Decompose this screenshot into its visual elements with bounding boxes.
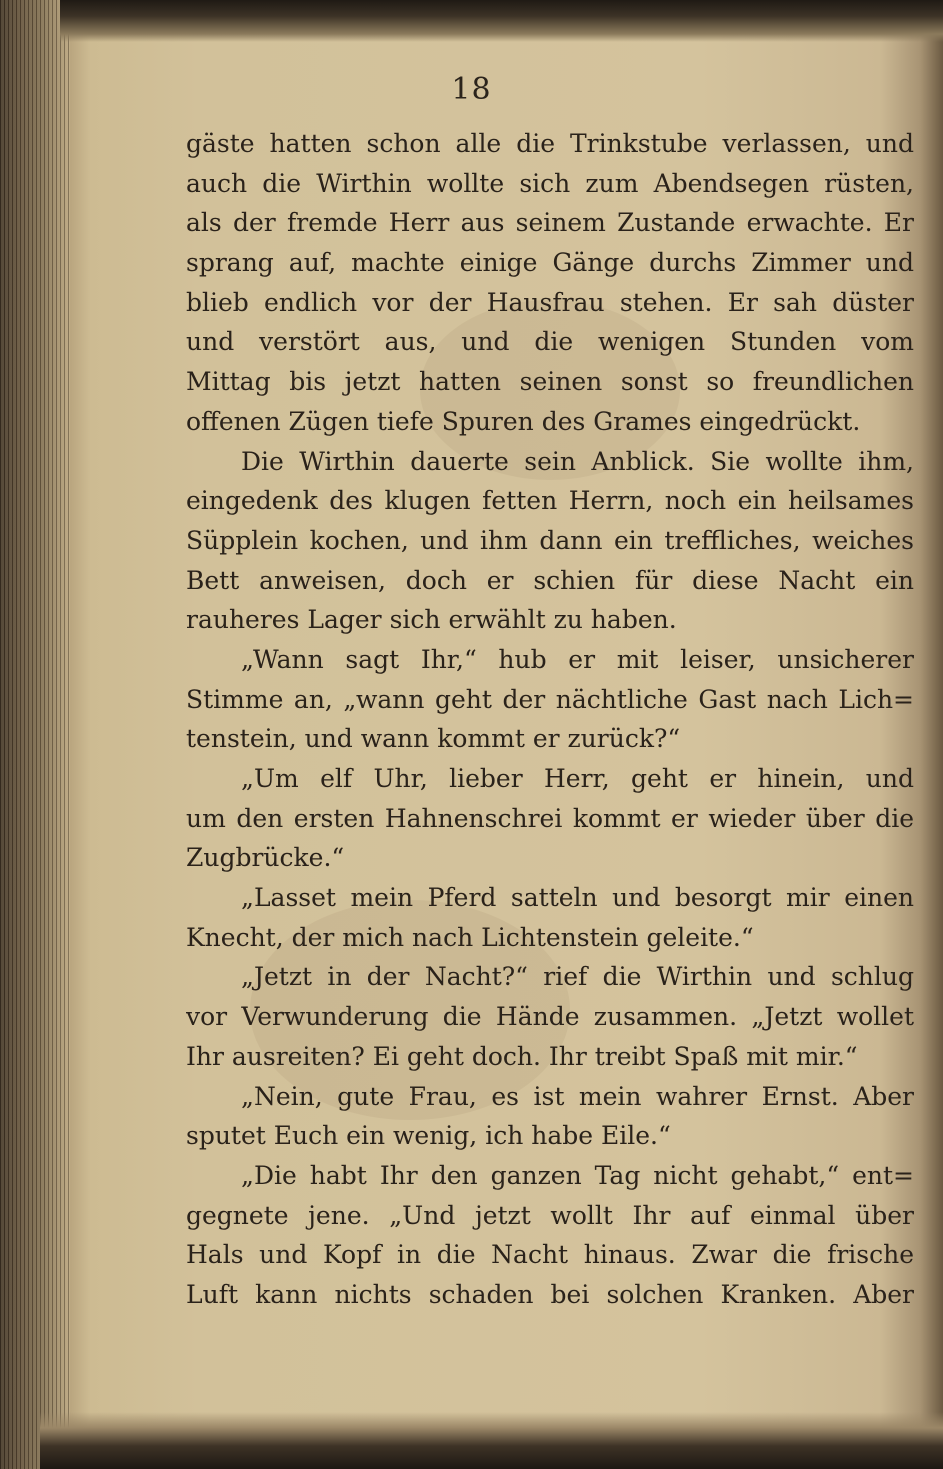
text-line: und verstört aus, und die wenigen Stunden vom — [186, 327, 914, 357]
text-line: Stimme an, „wann geht der nächtliche Gast nach Lich= — [186, 684, 914, 714]
text-line: „Lasset mein Pferd satteln und besorgt mir einen — [241, 883, 914, 913]
text-line: offenen Zügen tiefe Spuren des Grames eingedrückt. — [186, 406, 861, 436]
text-line: auch die Wirthin wollte sich zum Abendsegen rüsten, — [186, 168, 914, 198]
text-line: Zugbrücke.“ — [186, 843, 345, 873]
text-line: Hals und Kopf in die Nacht hinaus. Zwar die frische — [186, 1240, 914, 1270]
text-line: als der fremde Herr aus seinem Zustande erwachte. Er — [186, 208, 914, 238]
text-line: rauheres Lager sich erwählt zu haben. — [186, 605, 677, 635]
text-line: Knecht, der mich nach Lichtenstein geleite.“ — [186, 922, 754, 952]
body-text — [186, 124, 914, 1315]
text-line: „Wann sagt Ihr,“ hub er mit leiser, unsicherer — [241, 644, 914, 674]
text-line: „Nein, gute Frau, es ist mein wahrer Ernst. Aber — [241, 1081, 914, 1111]
text-line: Süpplein kochen, und ihm dann ein treffliches, weiches — [186, 525, 914, 555]
text-line: Mittag bis jetzt hatten seinen sonst so freundlichen — [186, 367, 914, 397]
text-line: blieb endlich vor der Hausfrau stehen. Er sah düster — [186, 287, 914, 317]
bottom-shadow — [40, 1412, 943, 1469]
text-line: sprang auf, machte einige Gänge durchs Zimmer und — [186, 248, 914, 278]
text-line: tenstein, und wann kommt er zurück?“ — [186, 724, 681, 754]
text-line: eingedenk des klugen fetten Herrn, noch ein heilsames — [186, 486, 914, 516]
text-line: Die Wirthin dauerte sein Anblick. Sie wollte ihm, — [241, 446, 914, 476]
text-line: sputet Euch ein wenig, ich habe Eile.“ — [186, 1121, 671, 1151]
top-shadow — [60, 0, 943, 42]
text-line: vor Verwunderung die Hände zusammen. „Jetzt wollet — [186, 1002, 914, 1032]
text-line: um den ersten Hahnenschrei kommt er wieder über die — [186, 803, 914, 833]
text-line: „Um elf Uhr, lieber Herr, geht er hinein, und — [241, 764, 914, 793]
page-number: 18 — [451, 72, 492, 107]
text-line: gäste hatten schon alle die Trinkstube verlassen, und — [186, 129, 914, 158]
text-line: Ihr ausreiten? Ei geht doch. Ihr treibt Spaß mit mir.“ — [186, 1041, 858, 1071]
text-line: gegnete jene. „Und jetzt wollt Ihr auf einmal über — [186, 1200, 914, 1230]
text-line: Luft kann nichts schaden bei solchen Kranken. Aber — [186, 1279, 914, 1309]
text-line: „Jetzt in der Nacht?“ rief die Wirthin und schlug — [241, 962, 914, 992]
text-line: „Die habt Ihr den ganzen Tag nicht gehabt,“ ent= — [241, 1160, 914, 1190]
text-line: Bett anweisen, doch er schien für diese Nacht ein — [186, 565, 914, 595]
page-edges — [0, 0, 70, 1469]
